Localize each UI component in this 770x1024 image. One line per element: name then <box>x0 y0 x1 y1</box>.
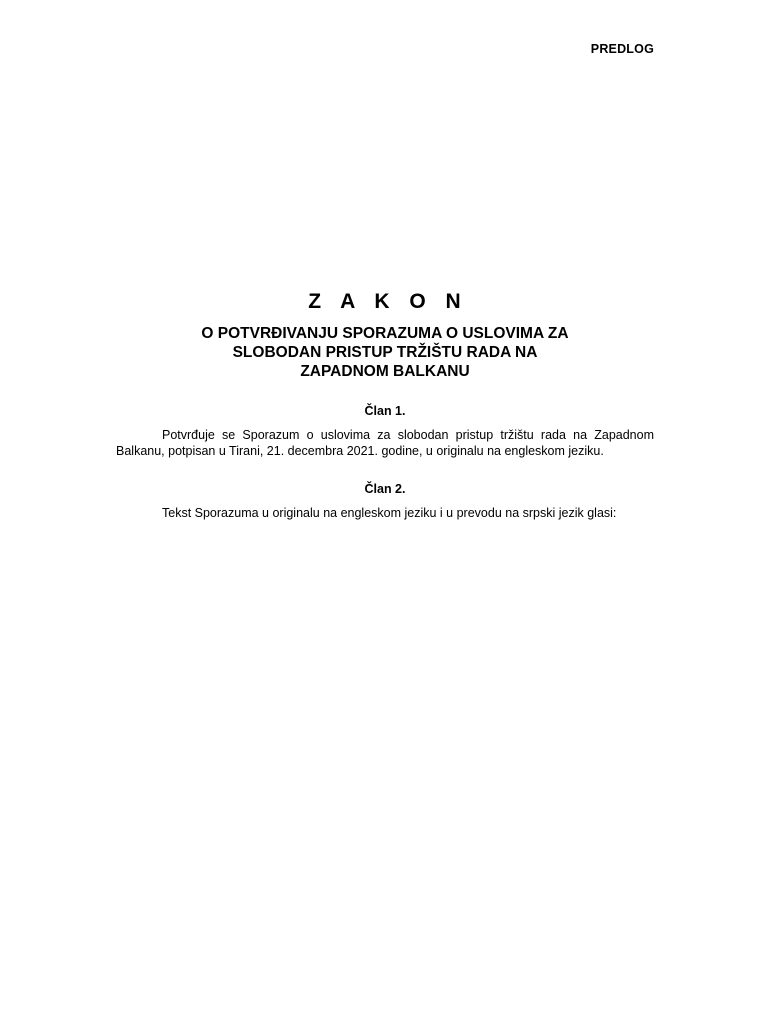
article-2-text: Tekst Sporazuma u originalu na engleskom jeziku i u prevodu na srpski jezik glasi: <box>162 506 617 520</box>
article-1-text: Potvrđuje se Sporazum o uslovima za slobodan pristup tržištu rada na Zapadnom Balkanu, potpisan u Tirani, 21. decembra 2021. godine, u originalu na engleskom jeziku. <box>116 428 654 458</box>
article-1-heading: Član 1. <box>364 404 406 418</box>
law-subtitle-line-1: O POTVRĐIVANJU SPORAZUMA O USLOVIMA ZA <box>201 325 569 342</box>
law-subtitle <box>140 324 630 381</box>
law-subtitle-line-2: SLOBODAN PRISTUP TRŽIŠTU RADA NA <box>232 344 538 361</box>
article-2-heading: Član 2. <box>364 482 406 496</box>
law-title: Z A K O N <box>308 290 468 313</box>
draft-label: PREDLOG <box>590 42 654 56</box>
law-subtitle-line-3: ZAPADNOM BALKANU <box>300 363 470 380</box>
